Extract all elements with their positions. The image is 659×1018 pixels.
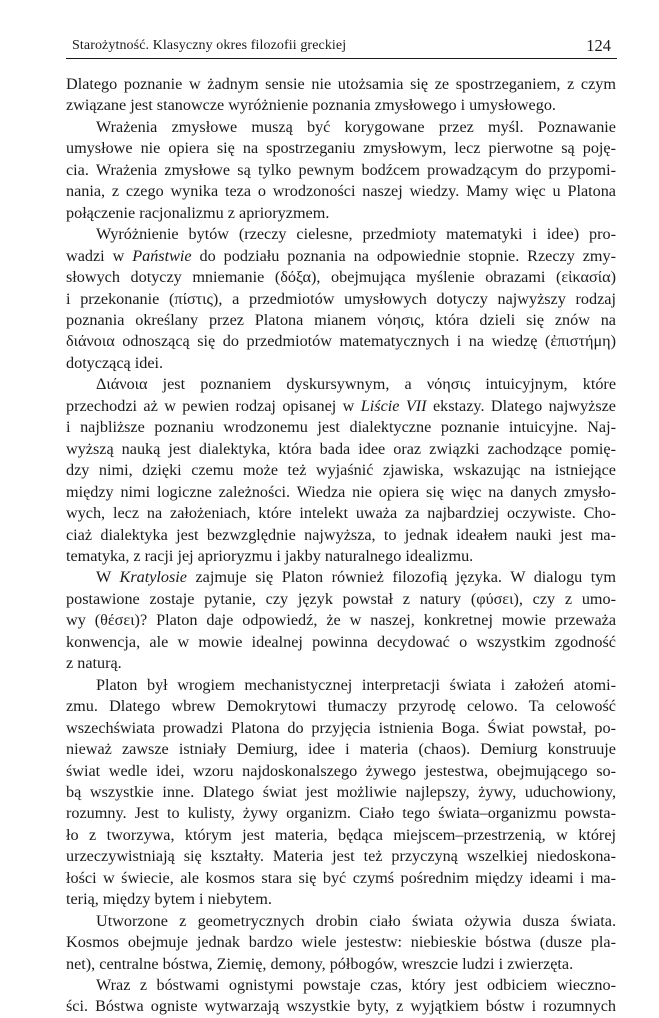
text-line: διάνοια odnoszącą się do przedmiotów matematycznych i na wiedzę (ἐπιστήμη) [66, 332, 616, 351]
text-line: Διάνοια jest poznaniem dyskursywnym, a νόησις intuicyjnym, które [96, 375, 616, 394]
text-line: postawione zostaje pytanie, czy język powstał z natury (φύσει), czy z umo- [66, 589, 616, 608]
text-line: Wraz z bóstwami ognistymi powstaje czas, który jest odbiciem wieczno- [96, 976, 616, 995]
running-header-title: Starożytność. Klasyczny okres filozofii greckiej [72, 38, 347, 53]
text-line: W Kratylosie zajmuje się Platon również filozofią języka. W dialogu tym [96, 568, 616, 587]
text-line: ło z tworzywa, którym jest materia, będąca miejscem–przestrzenią, w której [66, 825, 616, 844]
text-line: Dlatego poznanie w żadnym sensie nie utożsamia się ze spostrzeganiem, z czym [66, 75, 616, 93]
text-line: net), centralne bóstwa, Ziemię, demony, półbogów, wreszcie ludzi i zwierzęta. [66, 954, 574, 973]
text-line: związane jest stanowcze wyróżnienie poznania zmysłowego i umysłowego. [66, 96, 556, 115]
text-line: konwencja, ale w mowie idealnej powinna decydować o wszystkim zgodność [66, 632, 616, 651]
text-line: wadzi w Państwie do podziału poznania na odpowiednie stopnie. Rzeczy zmy- [66, 246, 616, 265]
text-line: połączenie racjonalizmu z aprioryzmem. [66, 203, 330, 222]
text-line: ści. Bóstwa ogniste wytwarzają wszystkie byty, z wyjątkiem bóstw i rozumnych [66, 997, 616, 1016]
text-line: Wyróżnienie bytów (rzeczy cielesne, przedmioty matematyki i idee) pro- [96, 225, 616, 244]
text-line: Platon był wrogiem mechanistycznej interpretacji świata i założeń atomi- [96, 675, 616, 694]
text-line: Utworzone z geometrycznych drobin ciało świata ożywia dusza świata. [96, 911, 616, 930]
text-line: rozumny. Jest to kulisty, żywy organizm. Ciało tego świata–organizmu powsta- [66, 804, 616, 823]
body-text [66, 74, 616, 1018]
text-line: wyższą nauką jest dialektyka, która bada idee oraz związki zachodzące pomię- [66, 439, 616, 458]
text-line: Wrażenia zmysłowe muszą być korygowane przez myśl. Poznawanie [96, 117, 616, 136]
text-line: słowych dotyczy mniemanie (δόξα), obejmująca myślenie obrazami (εἰκασία) [66, 268, 616, 287]
text-line: i najbliższe poznaniu wrodzonemu jest dialektyczne poznanie intuicyjne. Naj- [66, 418, 616, 437]
page-number: 124 [586, 36, 611, 55]
text-line: z naturą. [66, 654, 122, 673]
text-line: ciaż dialektyka jest bezwzględnie najwyższa, to jednak ideałem nauki jest ma- [66, 525, 616, 544]
text-line: wych, lecz na założeniach, które intelekt uważa za najbardziej oczywiste. Cho- [66, 504, 616, 523]
text-line: przechodzi aż w pewien rodzaj opisanej w Liście VII ekstazy. Dlatego najwyższe [66, 396, 616, 415]
text-line: między nimi logiczne zależności. Wiedza nie opiera się więc na danych zmysło- [66, 482, 616, 501]
text-line: nieważ zawsze istniały Demiurg, idee i materia (chaos). Demiurg konstruuje [66, 740, 616, 759]
running-header [66, 36, 617, 59]
text-line: wy (θέσει)? Platon daje odpowiedź, że w naszej, konkretnej mowie przeważa [66, 611, 616, 630]
text-line: terią, między bytem i niebytem. [66, 890, 272, 909]
text-line: urzeczywistniają się kształty. Materia jest też przyczyną wszelkiej niedoskona- [66, 847, 616, 866]
text-line: tematyka, z racji jej aprioryzmu i jakby naturalnego idealizmu. [66, 546, 474, 565]
text-line: zmu. Dlatego wbrew Demokrytowi tłumaczy przyrodę celowo. Ta celowość [66, 697, 616, 716]
text-line: dotyczącą idei. [66, 353, 164, 372]
text-line: poznania określany przez Platona mianem νόησις, która dzieli się znów na [66, 310, 616, 329]
text-line: dzy nimi, dzięki czemu może też wyjaśnić zjawiska, wskazując na istniejące [66, 461, 616, 480]
text-line: cia. Wrażenia zmysłowe są tylko pewnym bodźcem prowadzącym do przypomi- [66, 160, 616, 179]
text-line: i przekonanie (πίστις), a przedmiotów umysłowych dotyczy najwyższy rodzaj [66, 289, 616, 308]
text-line: Kosmos obejmuje jednak bardzo wiele jestestw: niebieskie bóstwa (dusze pla- [66, 933, 616, 952]
text-line: nania, z czego wynika teza o wrodzoności naszej wiedzy. Mamy więc u Platona [66, 182, 616, 201]
text-line: wszechświata prowadzi Platona do przyjęcia istnienia Boga. Świat powstał, po- [66, 718, 616, 737]
text-line: umysłowe nie opiera się na spostrzeganiu zmysłowym, lecz pierwotne są poję- [66, 139, 616, 158]
text-line: bą wszystkie inne. Dlatego świat jest możliwie najlepszy, żywy, uduchowiony, [66, 782, 616, 801]
text-line: łości w świecie, ale kosmos stara się być czymś pośrednim między ideami i ma- [66, 868, 616, 887]
text-line: świat wedle idei, wzoru najdoskonalszego żywego jestestwa, obejmującego so- [66, 761, 616, 780]
